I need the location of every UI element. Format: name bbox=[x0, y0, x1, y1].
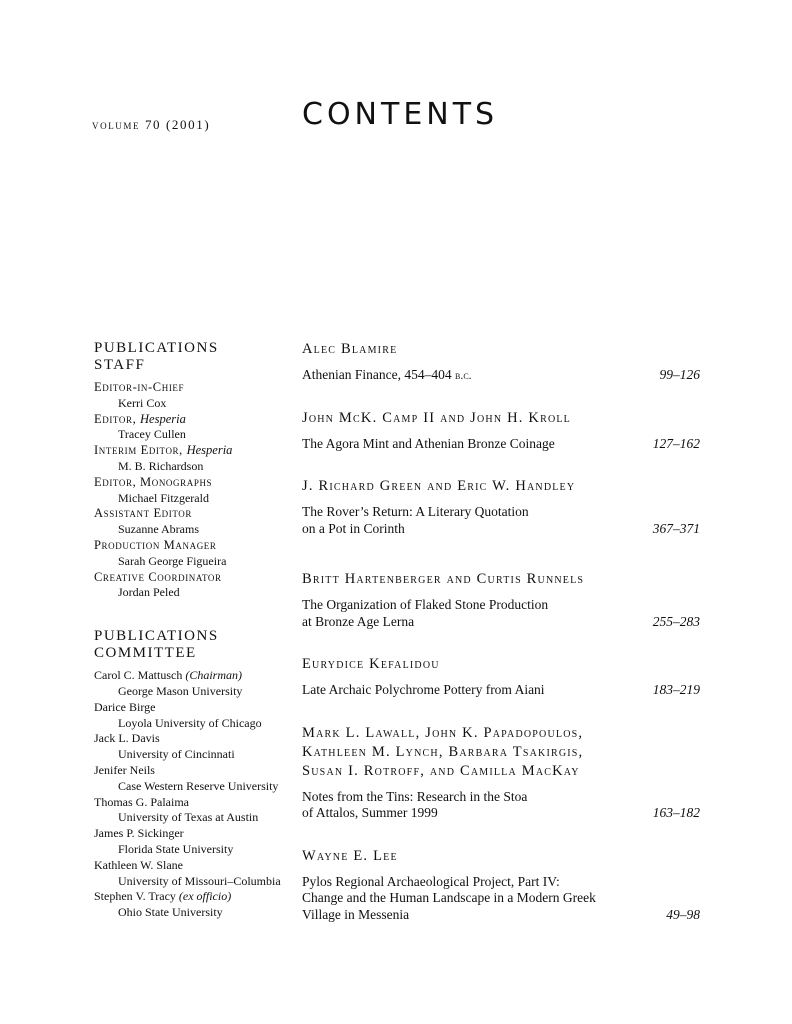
sidebar bbox=[94, 340, 294, 921]
member-name-line bbox=[94, 763, 294, 779]
staff-entry bbox=[94, 538, 294, 570]
member-note: (ex officio) bbox=[178, 889, 232, 904]
staff-entry bbox=[94, 506, 294, 538]
staff-role-text: Interim Editor, bbox=[94, 443, 187, 458]
staff-role bbox=[94, 506, 294, 522]
staff-role-text: Creative Coordinator bbox=[94, 569, 222, 584]
contents-entry bbox=[302, 724, 700, 822]
entry-pages: 49–98 bbox=[666, 906, 700, 922]
member-institution: Case Western Reserve University bbox=[118, 778, 279, 793]
staff-heading-line-1: PUBLICATIONS bbox=[94, 340, 219, 356]
staff-role bbox=[94, 412, 294, 428]
member-name: Stephen V. Tracy bbox=[94, 889, 179, 904]
staff-person: Michael Fitzgerald bbox=[118, 490, 209, 505]
author-line: John McK. Camp II and John H. Kroll bbox=[302, 409, 571, 426]
contents-entry bbox=[302, 477, 700, 537]
entry-title-text bbox=[302, 597, 622, 630]
committee-heading bbox=[94, 628, 294, 662]
member-note: (Chairman) bbox=[185, 668, 242, 683]
entry-authors bbox=[302, 477, 700, 496]
title-line: Late Archaic Polychrome Pottery from Aiani bbox=[302, 682, 545, 697]
staff-entry bbox=[94, 443, 294, 475]
staff-person: M. B. Richardson bbox=[118, 458, 204, 473]
staff-entry bbox=[94, 570, 294, 602]
entry-authors bbox=[302, 409, 700, 428]
entry-authors bbox=[302, 724, 700, 781]
staff-person: Kerri Cox bbox=[118, 395, 167, 410]
entry-title[interactable] bbox=[302, 367, 700, 384]
member-institution: George Mason University bbox=[118, 683, 243, 698]
contents-list bbox=[302, 340, 700, 923]
title-suffix: b.c. bbox=[454, 368, 472, 382]
author-line: Mark L. Lawall, John K. Papadopoulos, bbox=[302, 724, 584, 741]
committee-member bbox=[94, 763, 294, 795]
author-line: Alec Blamire bbox=[302, 341, 398, 357]
committee-heading-line-1: PUBLICATIONS bbox=[94, 628, 219, 645]
committee-member bbox=[94, 668, 294, 700]
title-line: The Rover’s Return: A Literary Quotation bbox=[302, 504, 529, 519]
title-line: of Attalos, Summer 1999 bbox=[302, 805, 438, 820]
staff-role-journal: Hesperia bbox=[186, 443, 233, 458]
author-line: Britt Hartenberger and Curtis Runnels bbox=[302, 571, 585, 587]
member-name-line bbox=[94, 826, 294, 842]
entry-authors bbox=[302, 570, 700, 589]
contents-entry bbox=[302, 340, 700, 384]
staff-role bbox=[94, 475, 294, 491]
page-title: CONTENTS bbox=[302, 97, 499, 132]
member-name: Kathleen W. Slane bbox=[94, 857, 183, 872]
committee-member bbox=[94, 826, 294, 858]
staff-role-text: Production Manager bbox=[94, 537, 217, 552]
staff-role-text: Editor, bbox=[94, 411, 141, 426]
member-institution: Loyola University of Chicago bbox=[118, 715, 262, 730]
committee-list bbox=[94, 668, 294, 921]
contents-entry bbox=[302, 409, 700, 453]
entry-pages: 163–182 bbox=[652, 805, 700, 820]
staff-person: Suzanne Abrams bbox=[118, 522, 199, 537]
staff-entry bbox=[94, 412, 294, 444]
member-name: Jenifer Neils bbox=[94, 762, 155, 777]
member-name-line bbox=[94, 700, 294, 716]
entry-title-text bbox=[302, 436, 622, 453]
title-line: Athenian Finance, 454–404 bbox=[302, 367, 455, 382]
staff-heading bbox=[94, 340, 294, 374]
title-line: Change and the Human Landscape in a Modern Greek bbox=[302, 890, 596, 905]
staff-role bbox=[94, 538, 294, 554]
author-line: Kathleen M. Lynch, Barbara Tsakirgis, bbox=[302, 743, 584, 760]
staff-role-journal: Hesperia bbox=[140, 411, 186, 426]
staff-entry bbox=[94, 380, 294, 412]
entry-authors bbox=[302, 847, 700, 866]
staff-list bbox=[94, 380, 294, 601]
committee-member bbox=[94, 731, 294, 763]
author-line: Susan I. Rotroff, and Camilla MacKay bbox=[302, 762, 580, 779]
entry-authors bbox=[302, 340, 700, 359]
member-name: Jack L. Davis bbox=[94, 731, 160, 746]
entry-title-text bbox=[302, 682, 622, 699]
entry-title[interactable] bbox=[302, 597, 700, 630]
contents-entry bbox=[302, 570, 700, 630]
staff-role-text: Assistant Editor bbox=[94, 506, 193, 521]
author-line: Wayne E. Lee bbox=[302, 847, 398, 864]
contents-entry bbox=[302, 847, 700, 924]
volume-label: volume 70 (2001) bbox=[92, 117, 211, 132]
entry-pages: 127–162 bbox=[652, 435, 700, 451]
member-institution: University of Texas at Austin bbox=[118, 810, 259, 825]
member-name-line bbox=[94, 858, 294, 874]
staff-person: Jordan Peled bbox=[118, 585, 180, 600]
staff-role bbox=[94, 380, 294, 396]
member-name-line bbox=[94, 731, 294, 747]
staff-role-text: Editor-in-Chief bbox=[94, 380, 185, 394]
entry-pages: 367–371 bbox=[652, 520, 700, 536]
member-institution: Ohio State University bbox=[118, 905, 223, 920]
entry-authors bbox=[302, 655, 700, 674]
entry-title-text bbox=[302, 789, 622, 822]
staff-person: Sarah George Figueira bbox=[118, 553, 227, 568]
member-name-line bbox=[94, 668, 294, 684]
member-name: James P. Sickinger bbox=[94, 826, 184, 841]
staff-person: Tracey Cullen bbox=[118, 427, 186, 442]
entry-title-text bbox=[302, 504, 622, 537]
publications-staff bbox=[94, 340, 294, 601]
member-name: Darice Birge bbox=[94, 699, 156, 714]
member-institution: University of Missouri–Columbia bbox=[118, 873, 281, 888]
author-line: Eurydice Kefalidou bbox=[302, 656, 440, 672]
entry-pages: 99–126 bbox=[659, 367, 700, 382]
title-line: The Agora Mint and Athenian Bronze Coinage bbox=[302, 435, 555, 451]
committee-member bbox=[94, 700, 294, 732]
entry-title[interactable] bbox=[302, 789, 700, 822]
member-name-line bbox=[94, 889, 294, 905]
staff-entry bbox=[94, 475, 294, 507]
entry-title[interactable] bbox=[302, 682, 700, 699]
member-name: Thomas G. Palaima bbox=[94, 794, 189, 809]
staff-role-text: Editor, Monographs bbox=[94, 474, 213, 489]
committee-member bbox=[94, 889, 294, 921]
entry-pages: 183–219 bbox=[652, 682, 700, 697]
committee-member bbox=[94, 858, 294, 890]
author-line: J. Richard Green and Eric W. Handley bbox=[302, 478, 576, 494]
entry-pages: 255–283 bbox=[652, 613, 700, 629]
contents-entry bbox=[302, 655, 700, 699]
title-line-wrap bbox=[302, 367, 622, 384]
member-institution: Florida State University bbox=[118, 841, 234, 856]
title-line: Notes from the Tins: Research in the Stoa bbox=[302, 788, 528, 804]
committee-member bbox=[94, 795, 294, 827]
member-institution: University of Cincinnati bbox=[118, 747, 235, 762]
title-line: The Organization of Flaked Stone Production bbox=[302, 597, 549, 612]
staff-role bbox=[94, 443, 294, 459]
title-line: Pylos Regional Archaeological Project, Part IV: bbox=[302, 873, 560, 889]
entry-title[interactable] bbox=[302, 874, 700, 924]
entry-title-text bbox=[302, 874, 622, 924]
publications-committee bbox=[94, 628, 294, 921]
entry-title[interactable] bbox=[302, 436, 700, 453]
title-line: Village in Messenia bbox=[302, 906, 410, 922]
entry-title-text bbox=[302, 367, 622, 384]
staff-role bbox=[94, 570, 294, 586]
title-line: at Bronze Age Lerna bbox=[302, 613, 415, 629]
committee-heading-line-2: COMMITTEE bbox=[94, 645, 197, 662]
staff-heading-line-2: STAFF bbox=[94, 357, 146, 373]
title-line: on a Pot in Corinth bbox=[302, 520, 405, 536]
member-name-line bbox=[94, 795, 294, 811]
entry-title[interactable] bbox=[302, 504, 700, 537]
member-name: Carol C. Mattusch bbox=[94, 668, 186, 683]
